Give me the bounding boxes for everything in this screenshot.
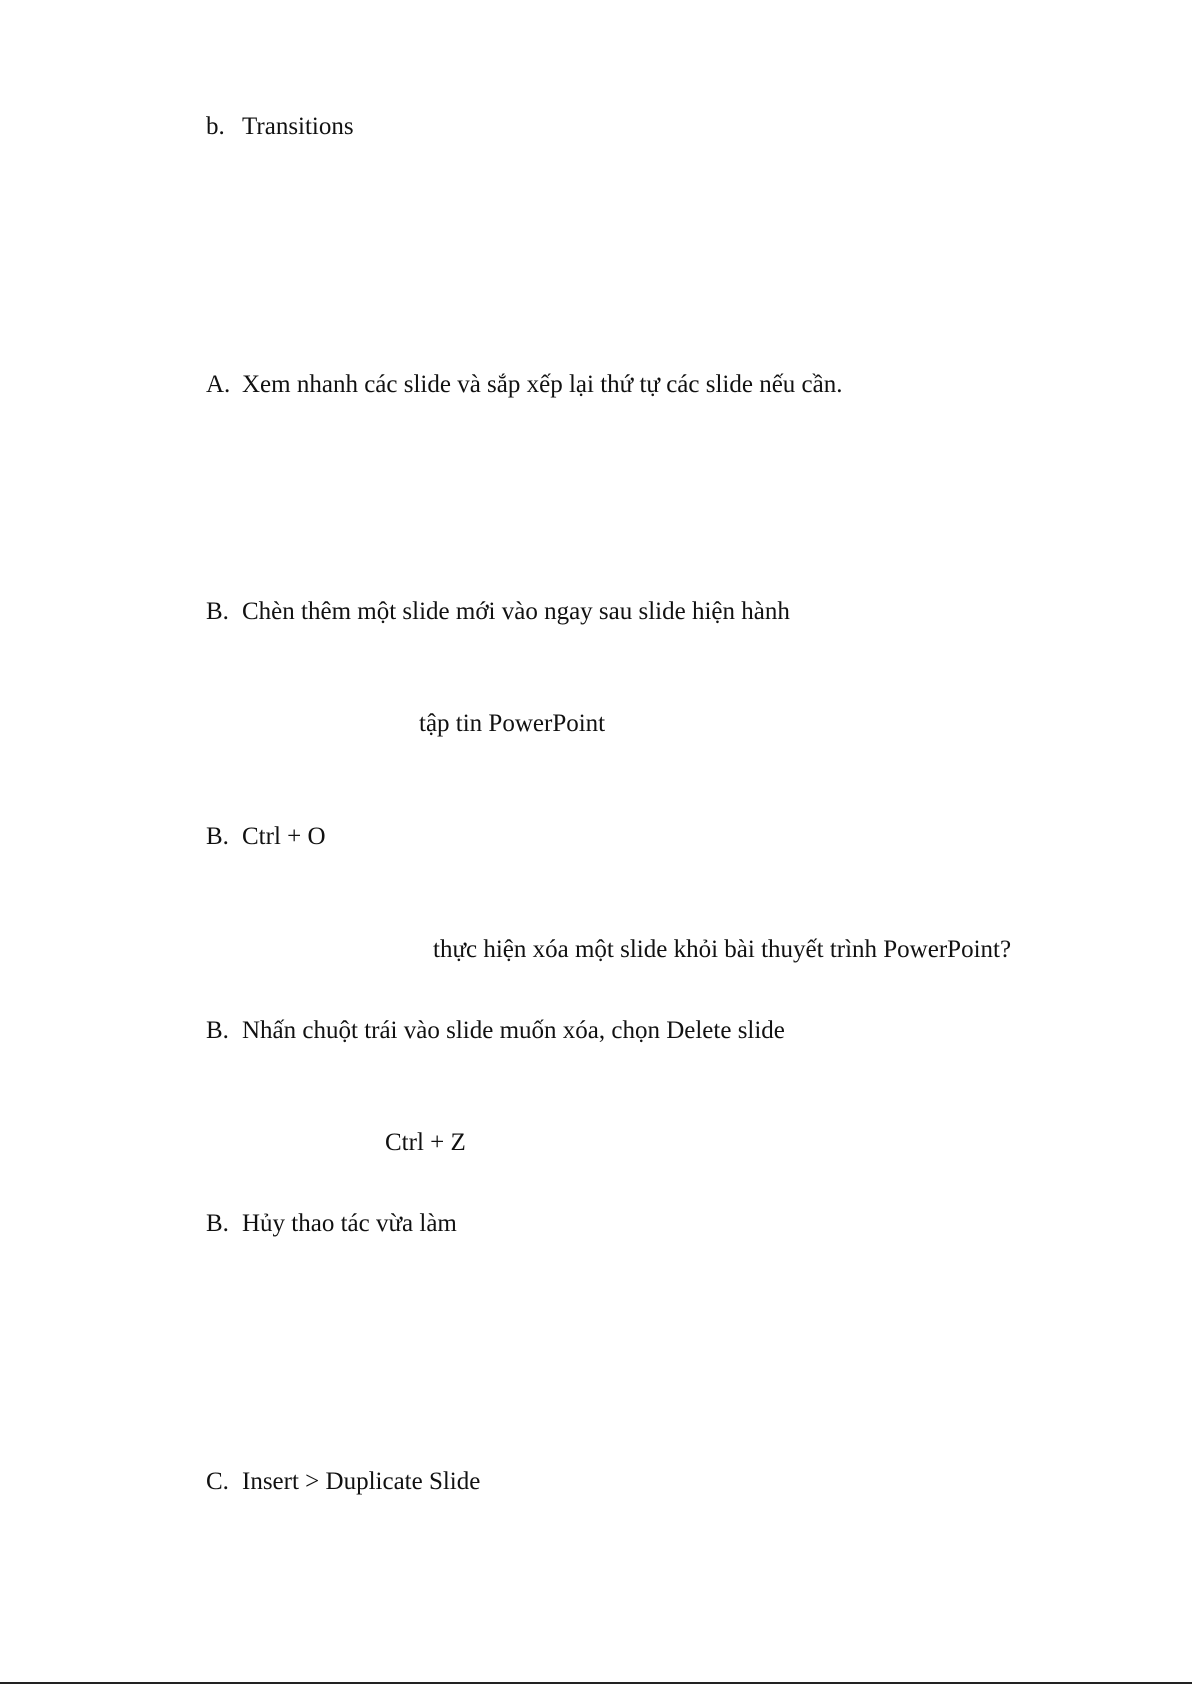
option-marker: b. [206,113,225,140]
page-bottom-border [0,1682,1192,1684]
question-fragment [433,935,1011,965]
option-text: Transitions [242,113,354,140]
option-text: Chèn thêm một slide mới vào ngay sau slide hiện hành [242,598,790,625]
option-marker: B. [206,1017,229,1044]
option-line [206,1209,457,1239]
option-marker: B. [206,1210,229,1237]
option-line [206,112,354,142]
question-text: tập tin PowerPoint [419,710,606,737]
option-marker: A. [206,371,231,398]
question-fragment [385,1128,466,1158]
option-line [206,822,326,852]
option-line [206,597,790,627]
option-marker: B. [206,823,229,850]
option-marker: B. [206,598,229,625]
option-marker: C. [206,1468,229,1495]
option-text: Nhấn chuột trái vào slide muốn xóa, chọn Delete slide [242,1017,785,1044]
question-text: thực hiện xóa một slide khỏi bài thuyết trình PowerPoint? [433,936,1012,963]
question-fragment [419,709,605,739]
question-text: Ctrl + Z [385,1129,466,1156]
option-text: Hủy thao tác vừa làm [242,1210,457,1237]
option-line [206,1016,785,1046]
option-text: Insert > Duplicate Slide [242,1468,481,1495]
option-line [206,370,843,400]
option-line [206,1467,480,1497]
option-text: Xem nhanh các slide và sắp xếp lại thứ tự các slide nếu cần. [242,371,843,398]
option-text: Ctrl + O [242,823,326,850]
